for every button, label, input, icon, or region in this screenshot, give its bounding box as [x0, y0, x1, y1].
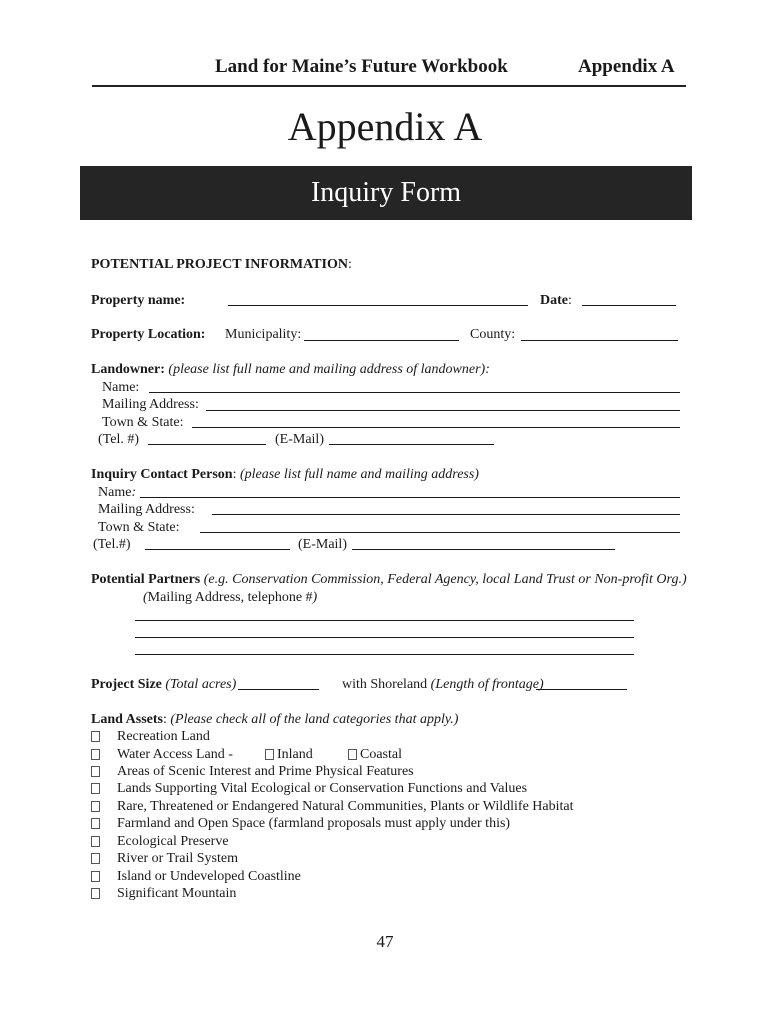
property-location-label: Property Location: [91, 327, 206, 342]
landowner-heading [91, 361, 490, 378]
asset-label: Significant Mountain [117, 886, 237, 901]
partners-heading [91, 571, 687, 588]
asset-row-rare-habitat [91, 798, 651, 815]
contact-name-label [98, 484, 136, 501]
partners-sub-text: Mailing Address, telephone # [147, 590, 313, 605]
property-name-label: Property name: [91, 293, 186, 308]
section-heading [91, 256, 352, 273]
contact-mailing-label: Mailing Address: [98, 502, 195, 517]
landowner-tel-label: (Tel. #) [98, 432, 140, 447]
land-assets-colon: : [162, 712, 167, 727]
project-size-label [91, 676, 236, 693]
checkbox[interactable] [91, 888, 100, 899]
checkbox[interactable] [91, 801, 100, 812]
asset-row-ecological-functions [91, 780, 651, 797]
landowner-name-label: Name: [102, 380, 140, 395]
contact-mailing-field[interactable] [212, 514, 680, 515]
contact-label: Inquiry Contact Person [91, 467, 233, 482]
checkbox[interactable] [91, 749, 100, 760]
asset-label: Areas of Scenic Interest and Prime Physical Features [117, 764, 414, 779]
partners-field-1[interactable] [135, 620, 634, 621]
asset-label: Island or Undeveloped Coastline [117, 869, 301, 884]
contact-name-text: Name [98, 485, 132, 500]
contact-colon: : [232, 467, 237, 482]
inland-label: Inland [277, 747, 313, 762]
municipality-field[interactable] [304, 340, 459, 341]
land-assets-hint: (Please check all of the land categories that apply.) [170, 712, 459, 727]
date-field[interactable] [582, 305, 676, 306]
partners-label: Potential Partners [91, 572, 201, 587]
checkbox[interactable] [91, 783, 100, 794]
partners-field-3[interactable] [135, 654, 634, 655]
asset-label: Water Access Land - [117, 747, 233, 762]
asset-label: Rare, Threatened or Endangered Natural Communities, Plants or Wildlife Habitat [117, 799, 574, 814]
shoreland-hint: (Length of frontage) [430, 677, 544, 692]
contact-email-label: (E-Mail) [298, 537, 347, 552]
inland-checkbox[interactable] [265, 749, 274, 760]
project-size-field[interactable] [238, 689, 319, 690]
land-assets-heading [91, 711, 458, 728]
asset-row-water-access [91, 746, 651, 763]
partners-subheading [143, 589, 317, 606]
partners-sub-open: ( [143, 590, 148, 605]
partners-sub-close: ) [312, 590, 318, 605]
asset-label: Lands Supporting Vital Ecological or Conservation Functions and Values [117, 781, 528, 796]
land-assets-label: Land Assets [91, 712, 163, 727]
shoreland-text: with Shoreland [342, 677, 428, 692]
landowner-mailing-field[interactable] [206, 410, 680, 411]
checkbox[interactable] [91, 818, 100, 829]
page-number: 47 [376, 932, 394, 951]
asset-label: Ecological Preserve [117, 834, 229, 849]
asset-label: River or Trail System [117, 851, 238, 866]
landowner-name-field[interactable] [149, 392, 680, 393]
asset-row-ecological-preserve [91, 833, 651, 850]
contact-town-field[interactable] [200, 532, 680, 533]
landowner-town-field[interactable] [192, 427, 680, 428]
date-label-text: Date [540, 293, 568, 308]
county-field[interactable] [521, 340, 678, 341]
coastal-checkbox[interactable] [348, 749, 357, 760]
asset-row-scenic [91, 763, 651, 780]
landowner-mailing-label: Mailing Address: [102, 397, 199, 412]
appendix-label: Appendix A [578, 56, 675, 77]
coastal-label: Coastal [360, 747, 402, 762]
asset-row-island [91, 868, 651, 885]
asset-label: Farmland and Open Space (farmland proposals must apply under this) [117, 816, 511, 831]
section-heading-colon: : [347, 257, 352, 272]
partners-hint: (e.g. Conservation Commission, Federal Agency, local Land Trust or Non-profit Org.) [203, 572, 687, 587]
header-divider [92, 85, 686, 87]
contact-email-field[interactable] [352, 549, 615, 550]
shoreland-label [342, 676, 544, 693]
contact-town-label: Town & State: [98, 520, 180, 535]
checkbox[interactable] [91, 836, 100, 847]
checkbox[interactable] [91, 853, 100, 864]
partners-field-2[interactable] [135, 637, 634, 638]
landowner-label: Landowner: [91, 362, 165, 377]
contact-name-field[interactable] [140, 497, 680, 498]
banner-title: Inquiry Form [310, 177, 462, 208]
contact-tel-field[interactable] [145, 549, 290, 550]
asset-row-river-trail [91, 850, 651, 867]
landowner-email-field[interactable] [329, 444, 494, 445]
contact-name-colon: : [131, 485, 137, 500]
date-label-colon: : [568, 293, 572, 308]
asset-label: Recreation Land [117, 729, 210, 744]
asset-row-recreation [91, 728, 651, 745]
landowner-email-label: (E-Mail) [275, 432, 324, 447]
date-label [540, 292, 572, 309]
asset-row-mountain [91, 885, 651, 902]
workbook-title: Land for Maine’s Future Workbook [215, 56, 508, 77]
form-banner [80, 166, 692, 220]
contact-tel-label: (Tel.#) [93, 537, 131, 552]
section-heading-text: POTENTIAL PROJECT INFORMATION [91, 257, 348, 272]
landowner-hint: (please list full name and mailing address of landowner): [168, 362, 490, 377]
checkbox[interactable] [91, 766, 100, 777]
municipality-label: Municipality: [225, 327, 302, 342]
landowner-tel-field[interactable] [148, 444, 266, 445]
project-size-text: Project Size [91, 677, 162, 692]
property-name-field[interactable] [228, 305, 528, 306]
contact-heading [91, 466, 479, 483]
shoreland-field[interactable] [536, 689, 627, 690]
contact-hint: (please list full name and mailing address) [239, 467, 479, 482]
checkbox[interactable] [91, 871, 100, 882]
county-label: County: [470, 327, 516, 342]
checkbox[interactable] [91, 731, 100, 742]
page-title: Appendix A [287, 104, 483, 149]
asset-row-farmland [91, 815, 651, 832]
project-size-hint: (Total acres) [165, 677, 237, 692]
landowner-town-label: Town & State: [102, 415, 184, 430]
